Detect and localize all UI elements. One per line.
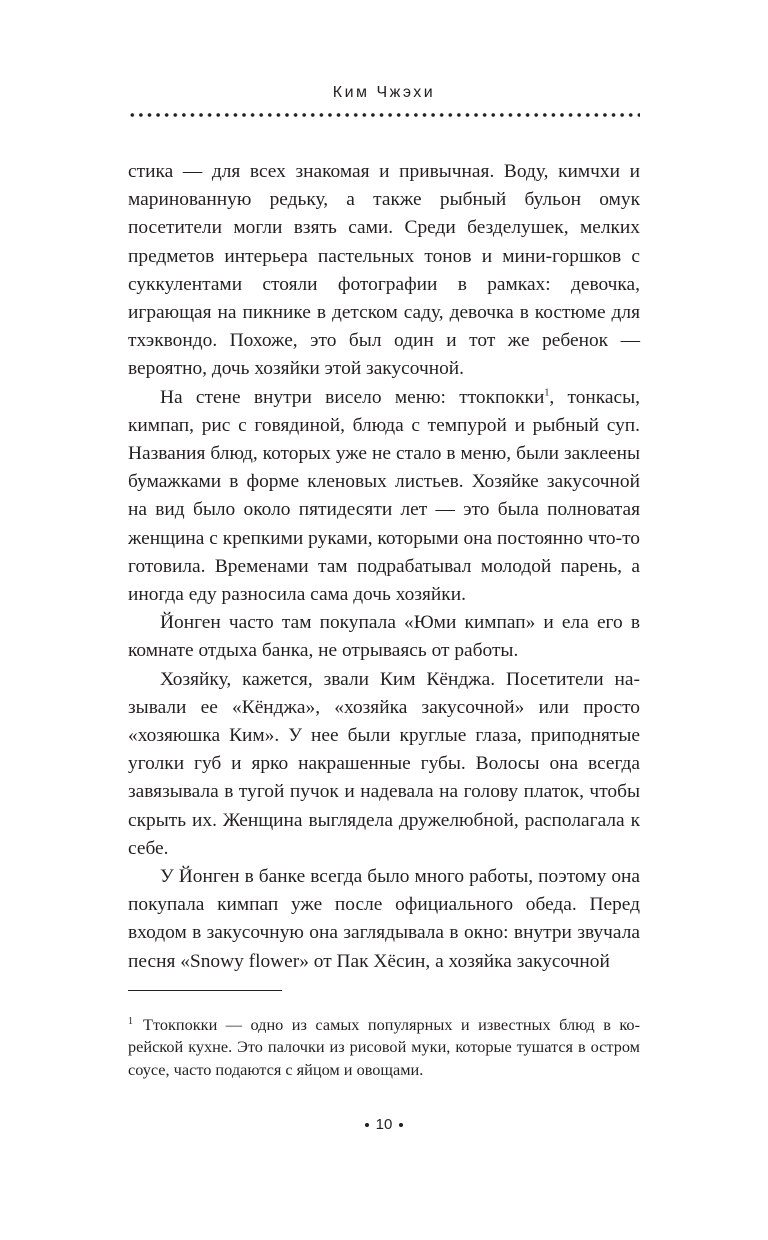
footnote-reference: 1 xyxy=(544,387,550,399)
paragraph-2 xyxy=(128,384,640,610)
body-text xyxy=(128,158,640,976)
footnote-number: 1 xyxy=(128,1015,133,1027)
footnote-separator xyxy=(128,990,282,991)
page-number-value: 10 xyxy=(375,1116,393,1133)
paragraph-5: У Йонген в банке всегда было много работы, поэтому она покупала кимпап уже после официального обеда. Перед входом в закусочную она заглядывала в окно: внутри звучала песня «Snowy flower» от Пак Хёсин, а хозяйка закусочной xyxy=(128,866,640,972)
paragraph-2-text-start: На стене внутри висело меню: ттокпокки xyxy=(160,386,545,408)
running-head: Ким Чжэхи xyxy=(332,84,436,101)
bullet-icon xyxy=(399,1123,403,1127)
paragraph-1: стика — для всех знакомая и привычная. Воду, кимчхи и маринованную редьку, а также рыбный бульон омук посетители могли взять сами. Среди безделушек, мелких предметов интерьера пастельных тонов и мини-горшков с суккулентами стояли фотографии в рамках: девочка, играющая на пикнике в детском саду, девочка в костюме для тхэквондо. Похоже, это был один и тот же ребенок — вероятно, дочь хозяйки этой закусочной. xyxy=(128,161,640,380)
paragraph-4: Хозяйку, кажется, звали Ким Кёнджа. Посетители называли ее «Кёнджа», «хозяйка закусочной» или просто «хозяюшка Ким». У нее были круглые глаза, приподнятые уголки губ и ярко накрашенные губы. Волосы она всегда завязывала в тугой пучок и надевала на голову платок, чтобы скрыть их. Женщина выглядела дружелюбной, располагала к себе. xyxy=(128,668,640,859)
page-number xyxy=(0,1116,768,1133)
paragraph-3: Йонген часто там покупала «Юми кимпап» и ела его в комнате отдыха банка, не отрываясь от работы. xyxy=(128,612,640,662)
bullet-icon xyxy=(365,1123,369,1127)
paragraph-2-text-end: , тонкасы, кимпап, рис с говядиной, блюда с темпурой и рыбный суп. Названия блюд, которых уже не стало в меню, были заклеены бумажками в форме кленовых листьев. Хозяйке закусочной на вид было около пятидесяти лет — это была полноватая женщина с крепкими руками, которыми она постоянно что-то готовила. Временами там подрабатывал молодой парень, а иногда еду разносила сама дочь хозяйки. xyxy=(128,386,640,606)
footnote-text: Ттокпокки — одно из самых популярных и известных блюд в корейской кухне. Это палочки из рисовой муки, которые тушатся в остром соусе, часто подаются с яйцом и овощами. xyxy=(128,1015,640,1079)
dotted-header-rule xyxy=(128,112,640,118)
footnote xyxy=(128,1014,640,1081)
